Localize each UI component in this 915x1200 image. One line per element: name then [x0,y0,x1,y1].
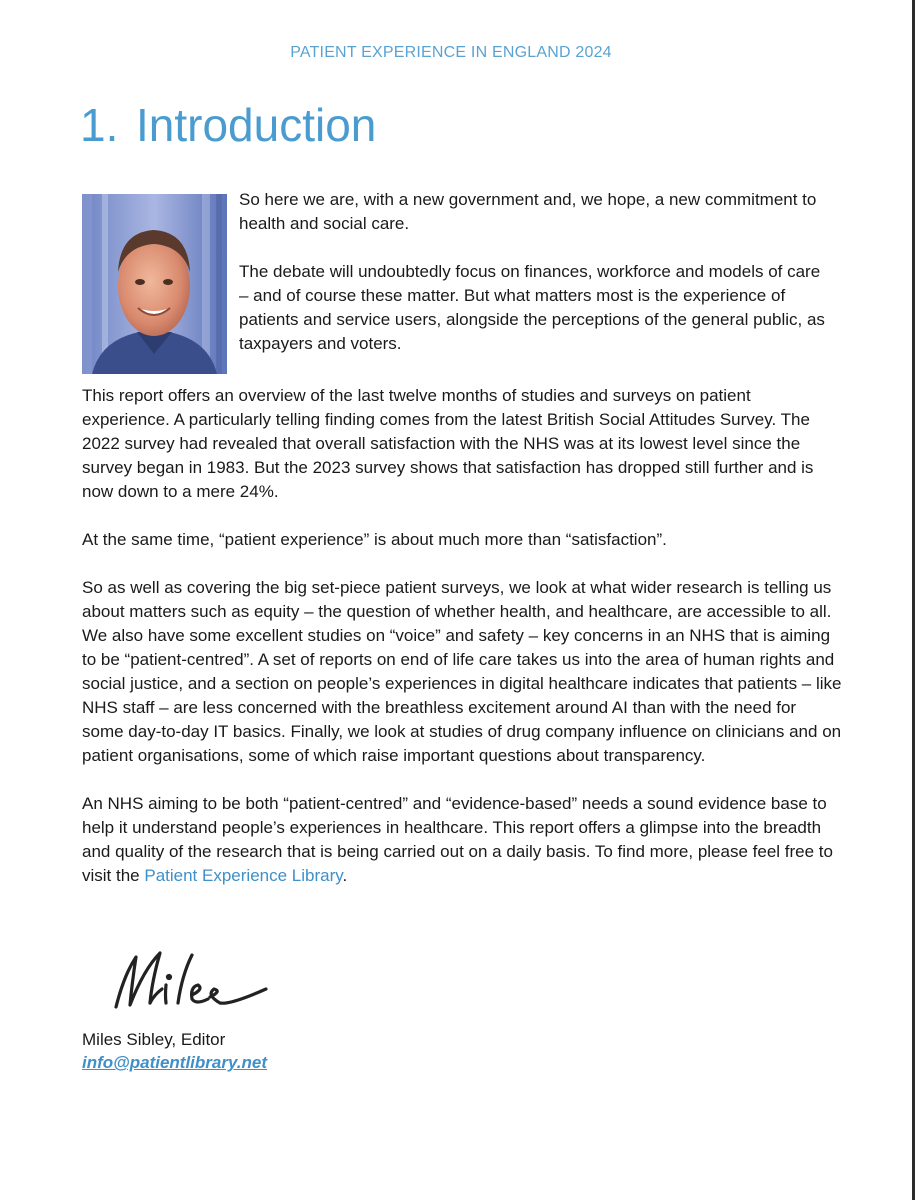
closing-period: . [342,866,348,885]
intro-paragraph: So here we are, with a new government and, we hope, a new commitment to health and social care. [239,190,817,233]
signature-icon [110,945,280,1015]
intro-paragraph: The debate will undoubtedly focus on finances, workforce and models of care – and of course these matter. But what matters most is the experience of patients and service users, alongside the perceptions of the general public, as taxpayers and voters. [239,262,825,353]
editor-photo [82,194,227,374]
body-paragraph: At the same time, “patient experience” is about much more than “satisfaction”. [82,530,667,549]
section-number: 1. [80,99,119,151]
running-header: PATIENT EXPERIENCE IN ENGLAND 2024 [290,44,612,61]
section-title-text: Introduction [136,99,377,151]
editor-portrait-icon [82,194,227,374]
editor-email-link[interactable]: info@patientlibrary.net [82,1053,268,1072]
section-title [80,98,376,152]
intro-text [239,188,829,380]
editor-name: Miles Sibley, Editor [82,1030,226,1049]
closing-text: An NHS aiming to be both “patient-centred” and “evidence-based” needs a sound evidence base to help it understand people’s experiences in healthcare. This report offers a glimpse into the breadth and quality of the research that is being carried out on a daily basis. To find more, please feel free to visit the [82,794,833,885]
body-text [82,384,842,912]
closing-paragraph [82,792,842,888]
patient-experience-library-link[interactable]: Patient Experience Library [144,866,343,885]
body-paragraph: So as well as covering the big set-piece patient surveys, we look at what wider research is telling us about matters such as equity – the question of whether health, and healthcare, are accessible to all. We also have some excellent studies on “voice” and safety – key concerns in an NHS that is aiming to be “patient-centred”. A set of reports on end of life care takes us into the area of human rights and social justice, and a section on people’s experiences in digital healthcare indicates that patients – like NHS staff – are less concerned with the breathless excitement around AI than with the need for some day-to-day IT basics. Finally, we look at studies of drug company influence on clinicians and on patient organisations, some of which raise important questions about transparency. [82,578,842,765]
body-paragraph: This report offers an overview of the last twelve months of studies and surveys on patient experience. A particularly telling finding comes from the latest British Social Attitudes Survey. The 2022 survey had revealed that overall satisfaction with the NHS was at its lowest level since the survey began in 1983. But the 2023 survey shows that satisfaction has dropped still further and is now down to a mere 24%. [82,386,814,501]
handwritten-signature [110,945,280,1015]
